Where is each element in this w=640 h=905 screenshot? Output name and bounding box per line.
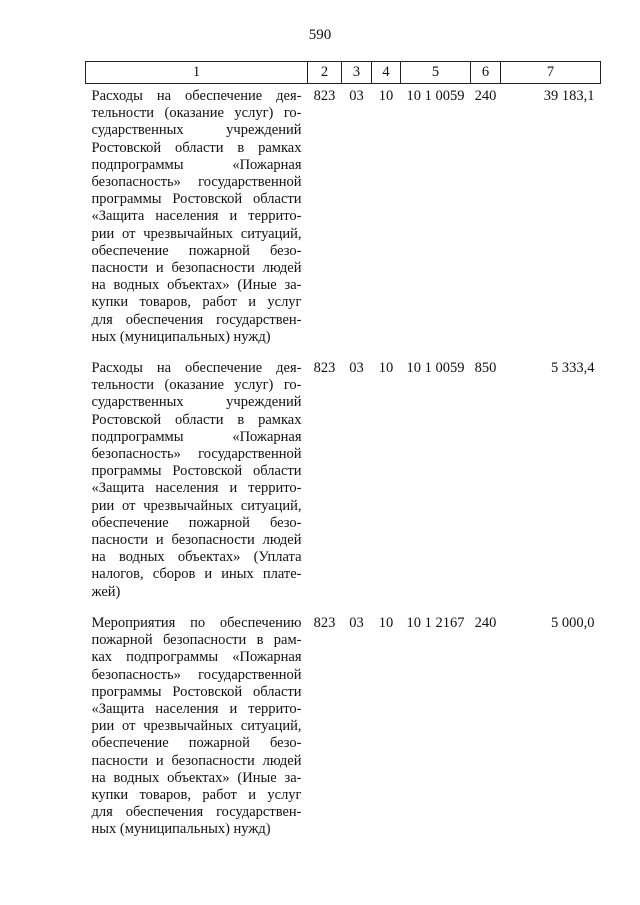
- description-line: Мероприятия по обеспечению: [91, 614, 302, 631]
- target-article-cell: 10 1 2167: [406, 614, 465, 631]
- amount-cell: 39 183,1: [543, 88, 595, 104]
- column-header: 4: [372, 62, 401, 84]
- page-number: 590: [308, 27, 332, 43]
- column-header: 7: [501, 62, 601, 84]
- description-line: обеспечение пожарной безо-: [91, 514, 302, 531]
- table-row: [86, 356, 601, 611]
- column-header: 1: [86, 62, 308, 84]
- description-line: на водных объектах» (Иные за-: [91, 769, 302, 786]
- description-line: Расходы на обеспечение дея-: [91, 360, 302, 377]
- section-cell: 03: [349, 88, 364, 104]
- description-line: пасности и безопасности людей: [91, 752, 302, 769]
- admin-code-cell: 823: [313, 88, 336, 104]
- row-description: [86, 84, 308, 357]
- subsection-cell: 10: [378, 360, 394, 377]
- target-article-cell: 10 1 0059: [406, 360, 465, 377]
- amount-cell: 5 333,4: [551, 360, 595, 377]
- description-line: программы Ростовской области: [91, 463, 302, 480]
- description-line: ных (муниципальных) нужд): [91, 821, 271, 838]
- description-line: на водных объектах» (Иные за-: [91, 277, 302, 294]
- description-line: купки товаров, работ и услуг: [91, 786, 302, 803]
- description-line: ных (муниципальных) нужд): [91, 328, 271, 345]
- description-line: Ростовской области в рамках: [91, 139, 302, 156]
- column-header: 2: [308, 62, 342, 84]
- description-line: пожарной безопасности в рам-: [91, 632, 302, 649]
- description-line: безопасность» государственной: [91, 174, 302, 191]
- description-line: программы Ростовской области: [91, 191, 302, 208]
- header-row: [86, 62, 601, 84]
- target-article-cell: 10 1 0059: [406, 88, 465, 104]
- admin-code-cell: 823: [313, 360, 336, 377]
- description-line: на водных объектах» (Уплата: [91, 549, 302, 566]
- description-line: ках подпрограммы «Пожарная: [91, 649, 302, 666]
- amount-cell: 5 000,0: [551, 614, 595, 631]
- description-line: обеспечение пожарной безо-: [91, 735, 302, 752]
- column-header: 5: [401, 62, 471, 84]
- description-line: для обеспечения государствен-: [91, 804, 302, 821]
- budget-table: [85, 61, 601, 849]
- description-line: сударственных учреждений: [91, 122, 302, 139]
- expense-type-cell: 240: [474, 614, 497, 631]
- description-line: обеспечение пожарной безо-: [91, 242, 302, 259]
- row-description: [86, 611, 308, 849]
- description-line: Ростовской области в рамках: [91, 411, 302, 428]
- description-line: программы Ростовской области: [91, 683, 302, 700]
- row-description: [86, 356, 308, 611]
- table-row: [86, 84, 601, 357]
- expense-type-cell: 850: [474, 360, 497, 377]
- column-header: 3: [342, 62, 372, 84]
- section-cell: 03: [349, 360, 364, 377]
- description-line: рии от чрезвычайных ситуаций,: [91, 225, 302, 242]
- description-line: безопасность» государственной: [91, 446, 302, 463]
- description-line: пасности и безопасности людей: [91, 260, 302, 277]
- description-line: купки товаров, работ и услуг: [91, 294, 302, 311]
- subsection-cell: 10: [378, 88, 394, 104]
- description-line: безопасность» государственной: [91, 666, 302, 683]
- description-line: налогов, сборов и иных плате-: [91, 566, 302, 583]
- admin-code-cell: 823: [313, 614, 336, 631]
- description-line: пасности и безопасности людей: [91, 532, 302, 549]
- description-line: тельности (оказание услуг) го-: [91, 377, 302, 394]
- description-line: тельности (оказание услуг) го-: [91, 105, 302, 122]
- subsection-cell: 10: [378, 614, 394, 631]
- description-line: рии от чрезвычайных ситуаций,: [91, 718, 302, 735]
- description-line: рии от чрезвычайных ситуаций,: [91, 497, 302, 514]
- description-line: «Защита населения и террито-: [91, 208, 302, 225]
- description-line: Расходы на обеспечение дея-: [91, 88, 302, 104]
- description-line: «Защита населения и террито-: [91, 480, 302, 497]
- description-line: подпрограммы «Пожарная: [91, 428, 302, 445]
- description-line: сударственных учреждений: [91, 394, 302, 411]
- expense-type-cell: 240: [474, 88, 497, 104]
- description-line: для обеспечения государствен-: [91, 311, 302, 328]
- table-row: [86, 611, 601, 849]
- column-header: 6: [471, 62, 501, 84]
- section-cell: 03: [349, 614, 364, 631]
- description-line: подпрограммы «Пожарная: [91, 156, 302, 173]
- description-line: «Защита населения и террито-: [91, 700, 302, 717]
- description-line: жей): [91, 583, 121, 600]
